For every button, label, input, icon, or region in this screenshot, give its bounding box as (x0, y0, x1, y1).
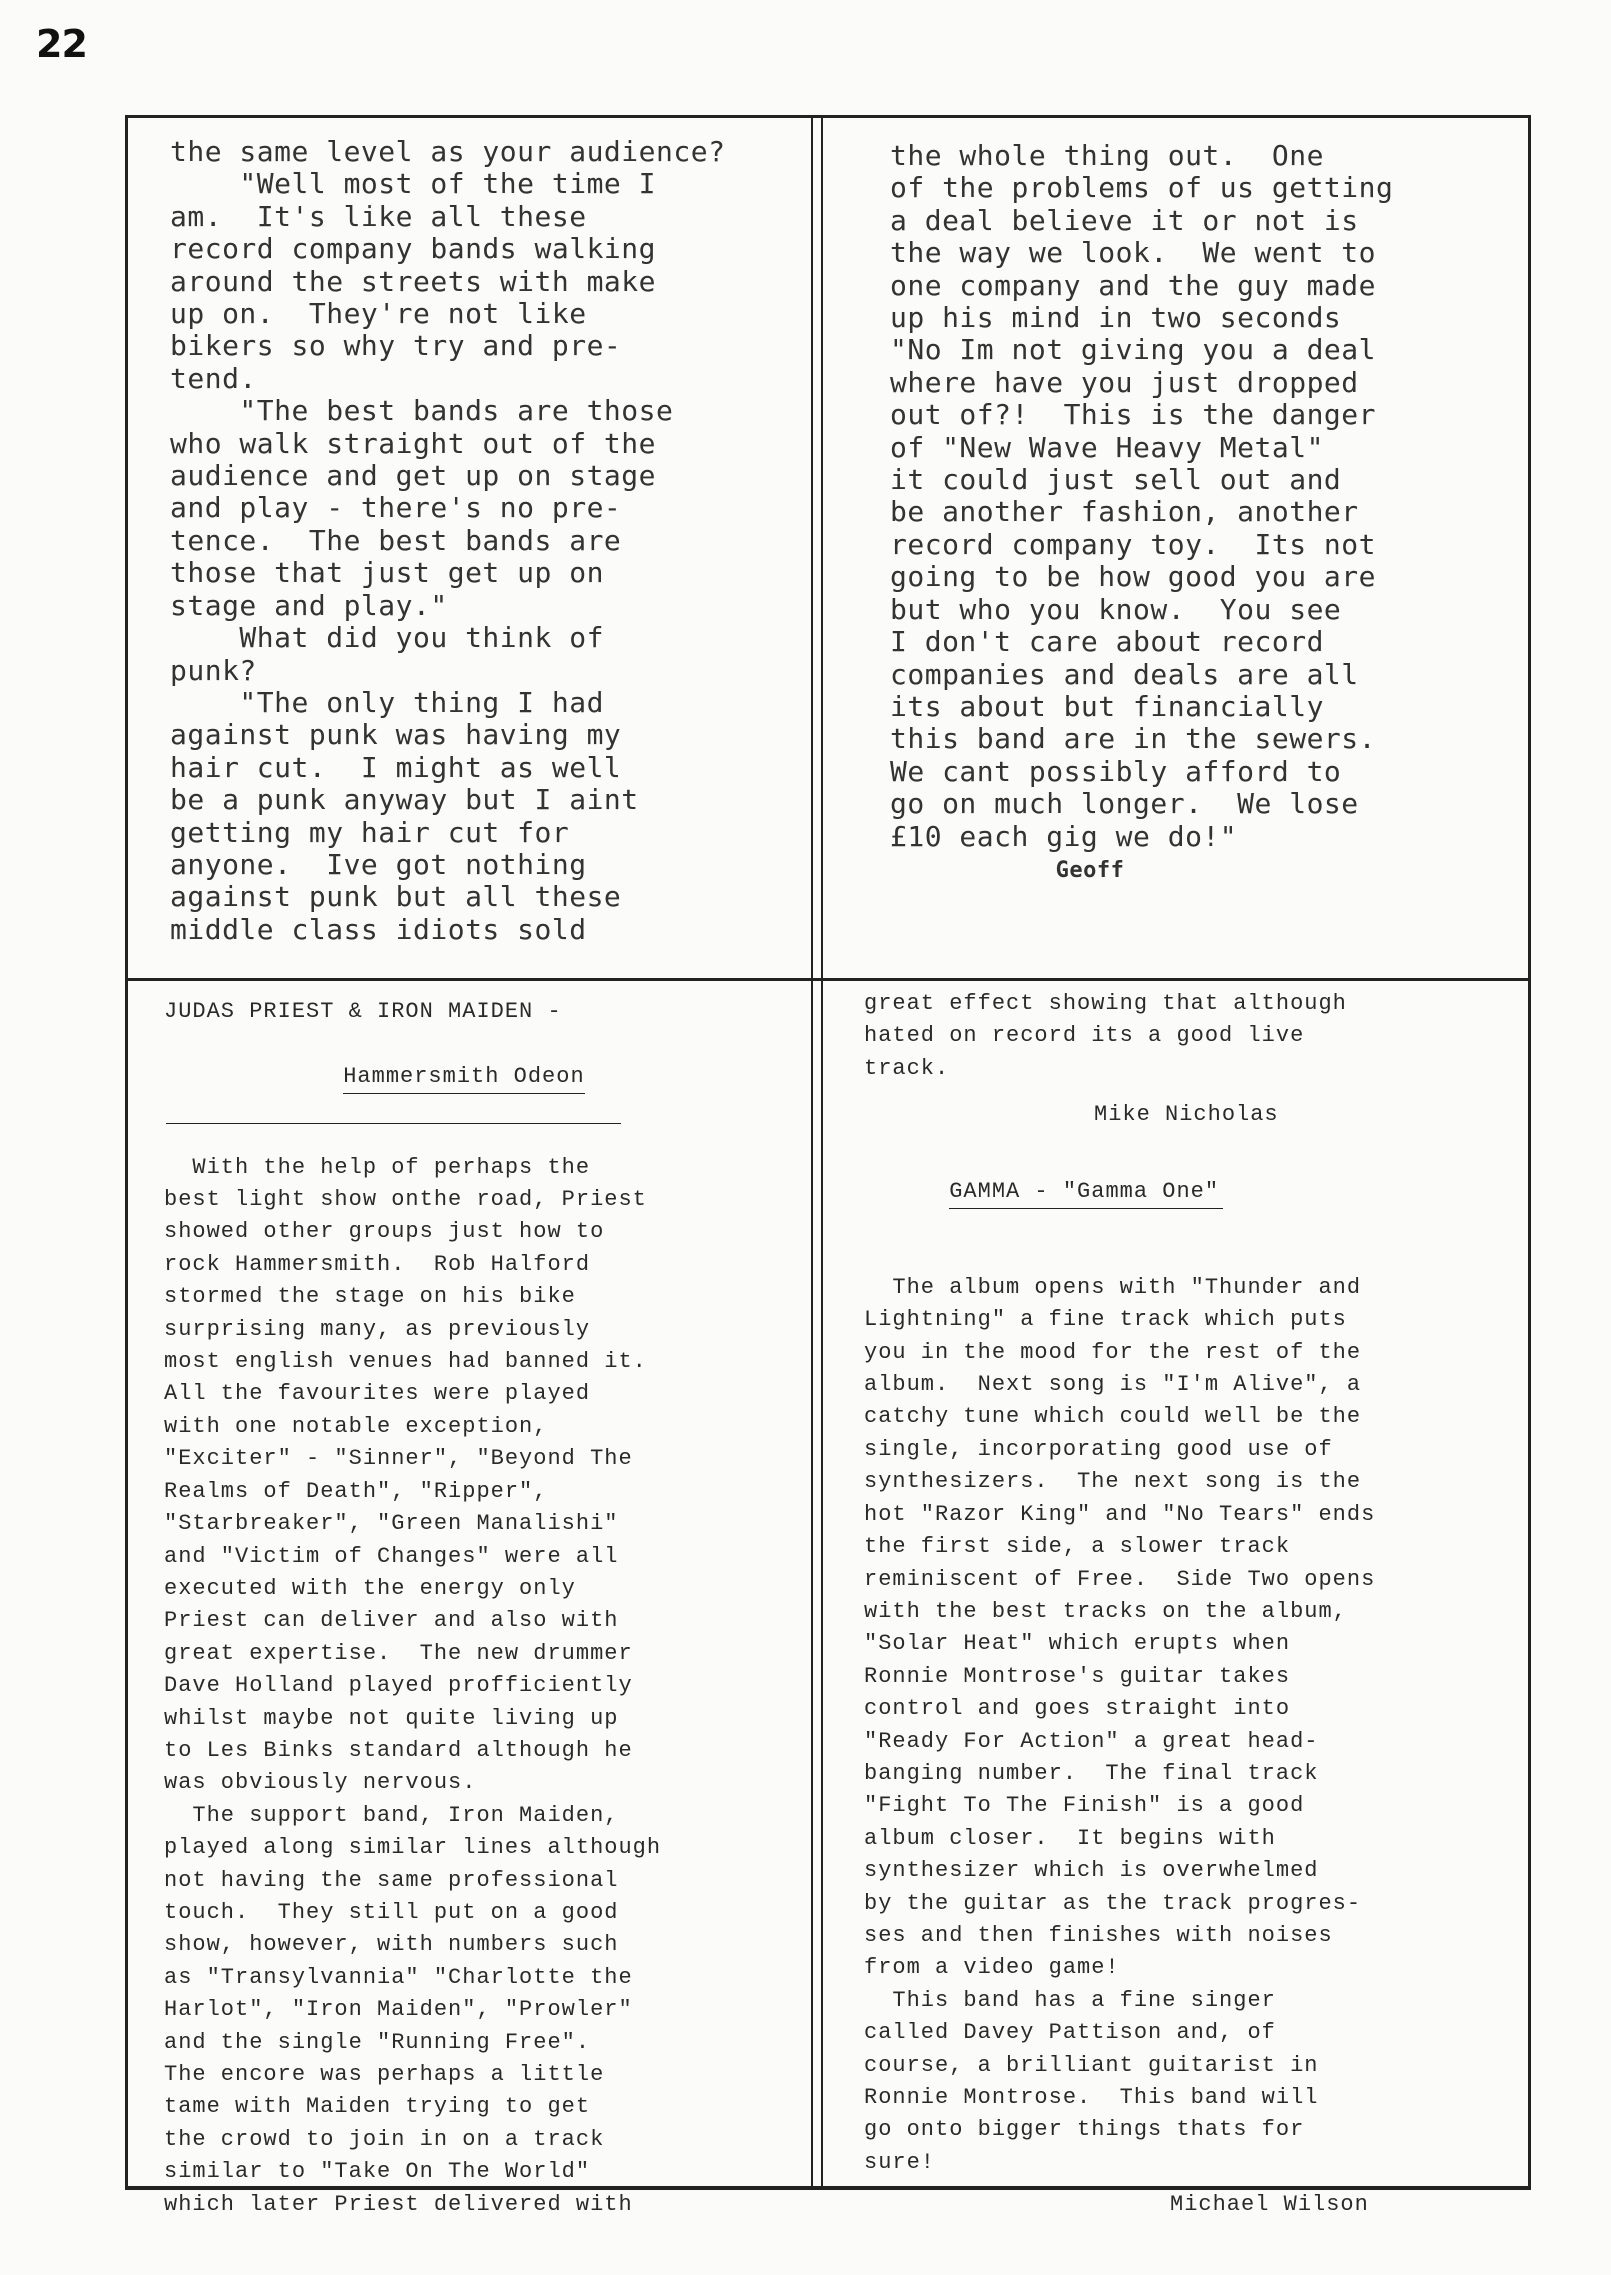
text-line: from a video game! (864, 1955, 1120, 1981)
text-line: touch. They still put on a good (164, 1899, 619, 1925)
text-line: its about but financially (890, 689, 1324, 723)
text-line: and the single "Running Free". (164, 2029, 591, 2055)
text-line: showed other groups just how to (164, 1219, 605, 1245)
text-line: Dave Holland played profficiently (164, 1673, 633, 1699)
text-line: which later Priest delivered with (164, 2191, 633, 2217)
text-line: this band are in the sewers. (890, 722, 1377, 756)
text-line: The album opens with "Thunder and (864, 1274, 1362, 1300)
text-line: against punk but all these (170, 880, 622, 914)
text-line: companies and deals are all (890, 657, 1359, 691)
text-line: was obviously nervous. (164, 1770, 477, 1796)
text-line: hair cut. I might as well (170, 750, 622, 784)
text-line: course, a brilliant guitarist in (864, 2052, 1319, 2078)
gamma-heading-wrap (864, 1144, 1524, 1242)
text-line: it could just sell out and (890, 463, 1342, 497)
text-line: reminiscent of Free. Side Two opens (864, 1566, 1376, 1592)
text-line: as "Transylvannia" "Charlotte the (164, 1964, 633, 1990)
text-line: What did you think of (170, 621, 604, 655)
gamma-heading: GAMMA - "Gamma One" (949, 1176, 1223, 1209)
text-line: of "New Wave Heavy Metal" (890, 430, 1324, 464)
text-line: not having the same professional (164, 1867, 619, 1893)
text-line: the same level as your audience? (170, 135, 726, 168)
text-line: £10 each gig we do!" (890, 819, 1238, 853)
text-line: Realms of Death", "Ripper", (164, 1478, 548, 1504)
text-line: The support band, Iron Maiden, (164, 1802, 619, 1828)
text-line: We cant possibly afford to (890, 754, 1342, 788)
text-line: a deal believe it or not is (890, 203, 1359, 237)
text-line: "Solar Heat" which erupts when (864, 1631, 1291, 1657)
text-line: audience and get up on stage (170, 459, 657, 493)
text-line: hot "Razor King" and "No Tears" ends (864, 1501, 1376, 1527)
text-line: but who you know. You see (890, 592, 1342, 626)
text-line: "Exciter" - "Sinner", "Beyond The (164, 1446, 633, 1472)
text-line: called Davey Pattison and, of (864, 2020, 1276, 2046)
text-line: single, incorporating good use of (864, 1436, 1333, 1462)
judas-priest-review (164, 996, 794, 2217)
text-line: anyone. Ive got nothing (170, 847, 587, 881)
text-line: with the best tracks on the album, (864, 1598, 1347, 1624)
text-line: "Well most of the time I (170, 167, 657, 201)
text-line: the whole thing out. One (890, 139, 1324, 172)
text-line: the way we look. We went to (890, 236, 1377, 270)
text-line: going to be how good you are (890, 560, 1377, 594)
text-line: Priest can deliver and also with (164, 1608, 619, 1634)
text-line: "The best bands are those (170, 394, 674, 428)
text-line: out of?! This is the danger (890, 398, 1377, 432)
text-line: record company bands walking (170, 232, 657, 266)
text-line: you in the mood for the rest of the (864, 1339, 1362, 1365)
text-line: Ronnie Montrose's guitar takes (864, 1663, 1291, 1689)
text-line: ses and then finishes with noises (864, 1922, 1333, 1948)
interview-text (890, 140, 1510, 853)
row-divider (128, 978, 1528, 981)
text-line: With the help of perhaps the (164, 1154, 591, 1180)
text-line: "Starbreaker", "Green Manalishi" (164, 1511, 619, 1537)
text-line: great expertise. The new drummer (164, 1640, 633, 1666)
text-line: "The only thing I had (170, 685, 604, 719)
text-line: and play - there's no pre- (170, 491, 622, 525)
priest-review-ending (864, 988, 1524, 1085)
text-line: stage and play." (170, 588, 448, 622)
text-line: catchy tune which could well be the (864, 1404, 1362, 1430)
text-line: executed with the energy only (164, 1575, 576, 1601)
interview-continued-right (890, 140, 1510, 970)
text-line: banging number. The final track (864, 1760, 1319, 1786)
text-line: Harlot", "Iron Maiden", "Prowler" (164, 1997, 633, 2023)
text-line: most english venues had banned it. (164, 1349, 647, 1375)
review-heading: JUDAS PRIEST & IRON MAIDEN - (164, 999, 562, 1024)
text-line: Lightning" a fine track which puts (864, 1307, 1347, 1333)
text-line: around the streets with make (170, 264, 657, 298)
page-number: 22 (36, 22, 87, 66)
article-grid (125, 115, 1531, 2218)
text-line: be a punk anyway but I aint (170, 783, 639, 817)
text-line: be another fashion, another (890, 495, 1359, 529)
text-line: album closer. It begins with (864, 1825, 1276, 1851)
text-line: control and goes straight into (864, 1696, 1291, 1722)
text-line: middle class idiots sold (170, 912, 587, 946)
text-line: the crowd to join in on a track (164, 2126, 605, 2152)
text-line: by the guitar as the track progres- (864, 1890, 1362, 1916)
text-line: one company and the guy made (890, 268, 1377, 302)
text-line: punk? (170, 653, 257, 687)
text-line: am. It's like all these (170, 199, 587, 233)
text-line: up his mind in two seconds (890, 301, 1342, 335)
text-line: to Les Binks standard although he (164, 1737, 633, 1763)
text-line: whilst maybe not quite living up (164, 1705, 619, 1731)
text-line: similar to "Take On The World" (164, 2159, 591, 2185)
text-line: where have you just dropped (890, 365, 1359, 399)
text-line: and "Victim of Changes" were all (164, 1543, 619, 1569)
text-line: The encore was perhaps a little (164, 2062, 605, 2087)
text-line: tame with Maiden trying to get (164, 2094, 591, 2120)
text-line: album. Next song is "I'm Alive", a (864, 1372, 1362, 1398)
text-line: great effect showing that although (864, 991, 1347, 1016)
text-line: go onto bigger things thats for (864, 2117, 1305, 2143)
text-line: "Fight To The Finish" is a good (864, 1793, 1305, 1819)
review-body (164, 1152, 794, 2221)
text-line: stormed the stage on his bike (164, 1284, 576, 1310)
text-line: who walk straight out of the (170, 426, 657, 460)
text-line: played along similar lines although (164, 1835, 662, 1861)
interview-author: Geoff (1055, 857, 1125, 883)
text-line: This band has a fine singer (864, 1987, 1276, 2013)
text-line: up on. They're not like (170, 297, 587, 331)
text-line: those that just get up on (170, 556, 604, 590)
subheading-rule-line (166, 1123, 621, 1124)
text-line: against punk was having my (170, 718, 622, 752)
text-line: Ronnie Montrose. This band will (864, 2085, 1319, 2110)
text-line: All the favourites were played (164, 1381, 591, 1407)
text-line: the first side, a slower track (864, 1534, 1291, 1560)
text-line: bikers so why try and pre- (170, 329, 622, 363)
text-line: tence. The best bands are (170, 523, 622, 557)
text-line: synthesizers. The next song is the (864, 1469, 1362, 1495)
priest-review-author: Mike Nicholas (1094, 1102, 1279, 1128)
text-line: surprising many, as previously (164, 1316, 591, 1342)
review-subheading: Hammersmith Odeon (343, 1061, 584, 1094)
text-line: hated on record its a good live (864, 1023, 1305, 1049)
text-line: of the problems of us getting (890, 171, 1394, 205)
text-line: "Ready For Action" a great head- (864, 1728, 1319, 1754)
text-line: best light show onthe road, Priest (164, 1187, 647, 1213)
text-line: track. (864, 1055, 950, 1081)
text-line: record company toy. Its not (890, 527, 1377, 561)
gamma-review (864, 988, 1524, 2218)
column-divider-left (811, 118, 813, 2186)
gamma-review-body (864, 1272, 1524, 2179)
text-line: synthesizer which is overwhelmed (864, 1858, 1319, 1884)
gamma-review-author: Michael Wilson (1170, 2192, 1369, 2218)
text-line: go on much longer. We lose (890, 787, 1359, 821)
column-divider-right (821, 118, 823, 2186)
text-line: I don't care about record (890, 625, 1324, 659)
text-line: show, however, with numbers such (164, 1932, 619, 1958)
text-line: sure! (864, 2149, 936, 2175)
interview-continued-left (170, 136, 790, 966)
text-line: tend. (170, 361, 257, 395)
text-line: "No Im not giving you a deal (890, 333, 1377, 367)
text-line: getting my hair cut for (170, 815, 570, 849)
review-subheading-wrap (164, 1028, 794, 1126)
text-line: with one notable exception, (164, 1413, 548, 1439)
text-line: rock Hammersmith. Rob Halford (164, 1251, 591, 1277)
